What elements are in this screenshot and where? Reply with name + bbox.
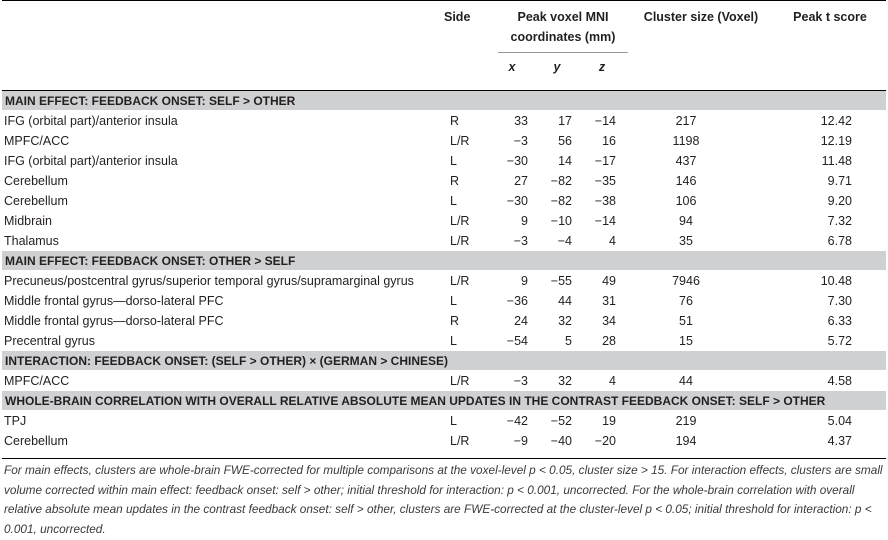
- table-row: [2, 291, 886, 311]
- peak-t-cell: 4.58: [827, 374, 852, 388]
- x-cell: 33: [514, 114, 528, 128]
- y-cell: −55: [550, 274, 572, 288]
- peak-t-cell: 9.20: [827, 194, 852, 208]
- z-cell: 4: [609, 374, 616, 388]
- x-cell: −42: [506, 414, 528, 428]
- region-cell: IFG (orbital part)/anterior insula: [4, 154, 178, 168]
- side-cell: L: [450, 334, 457, 348]
- x-cell: −9: [513, 434, 528, 448]
- table-bottom-rule: [2, 458, 886, 459]
- cluster-size-cell: 437: [675, 154, 697, 168]
- peak-t-cell: 12.19: [820, 134, 852, 148]
- side-cell: L: [450, 154, 457, 168]
- table-row: [2, 171, 886, 191]
- z-cell: 34: [602, 314, 616, 328]
- peak-t-cell: 7.30: [827, 294, 852, 308]
- x-cell: 9: [521, 274, 528, 288]
- z-cell: 28: [602, 334, 616, 348]
- peak-t-cell: 6.33: [827, 314, 852, 328]
- z-cell: −38: [594, 194, 616, 208]
- y-cell: −40: [550, 434, 572, 448]
- peak-t-cell: 4.37: [827, 434, 852, 448]
- peak-t-cell: 11.48: [821, 154, 852, 168]
- header-coordinates-line2: coordinates (mm): [510, 30, 616, 44]
- table-row: [2, 311, 886, 331]
- region-cell: Precentral gyrus: [4, 334, 96, 348]
- y-cell: −4: [557, 234, 572, 248]
- header-peak-t-score: Peak t score: [793, 10, 867, 24]
- region-cell: Middle frontal gyrus—dorso-lateral PFC: [4, 294, 224, 308]
- table-footnote: For main effects, clusters are whole-brain FWE-corrected for multiple comparisons at the voxel-level p < 0.05, cluster size > 15. For interaction effects, clusters are small volume corrected within main effect: feedback onset: self > other; initial threshold for interaction: p < 0.001, uncorrected. For the whole-brain correlation with overall relative absolute mean updates in the contrast feedback onset: self > other, clusters are FWE-corrected at the cluster-level p < 0.05; initial threshold for interaction: p < 0.001, uncorrected.: [4, 463, 883, 536]
- z-cell: −17: [594, 154, 616, 168]
- table-row: [2, 111, 886, 131]
- x-cell: 24: [514, 314, 528, 328]
- region-cell: Precuneus/postcentral gyrus/superior temporal gyrus/supramarginal gyrus: [4, 274, 414, 288]
- side-cell: L/R: [450, 274, 470, 288]
- table-top-rule: [2, 0, 886, 1]
- y-cell: 5: [565, 334, 572, 348]
- cluster-size-cell: 219: [675, 414, 697, 428]
- region-cell: MPFC/ACC: [4, 374, 70, 388]
- y-cell: −52: [550, 414, 572, 428]
- region-cell: Cerebellum: [4, 434, 68, 448]
- table-row: [2, 331, 886, 351]
- z-cell: 16: [602, 134, 616, 148]
- y-cell: 14: [558, 154, 572, 168]
- peak-t-cell: 9.71: [827, 174, 852, 188]
- side-cell: L/R: [450, 134, 470, 148]
- table-row: [2, 131, 886, 151]
- region-cell: IFG (orbital part)/anterior insula: [4, 114, 178, 128]
- side-cell: L/R: [450, 214, 470, 228]
- z-cell: −14: [594, 214, 616, 228]
- header-x: x: [508, 60, 516, 74]
- x-cell: −3: [513, 234, 528, 248]
- table-row: [2, 431, 886, 451]
- region-cell: Middle frontal gyrus—dorso-lateral PFC: [4, 314, 224, 328]
- y-cell: 32: [558, 314, 572, 328]
- side-cell: R: [450, 174, 460, 188]
- side-cell: L: [450, 194, 457, 208]
- cluster-size-cell: 146: [675, 174, 697, 188]
- z-cell: 49: [602, 274, 616, 288]
- header-coordinates-line1: Peak voxel MNI: [517, 10, 609, 24]
- table-row: [2, 371, 886, 391]
- cluster-size-cell: 15: [679, 334, 693, 348]
- z-cell: −35: [594, 174, 616, 188]
- table-row: [2, 211, 886, 231]
- region-cell: Midbrain: [4, 214, 52, 228]
- side-cell: R: [450, 314, 460, 328]
- section-header: MAIN EFFECT: FEEDBACK ONSET: OTHER > SELF: [2, 251, 886, 271]
- cluster-size-cell: 194: [675, 434, 697, 448]
- header-side: Side: [444, 10, 471, 24]
- peak-t-cell: 7.32: [827, 214, 852, 228]
- y-cell: −10: [550, 214, 572, 228]
- section-header: INTERACTION: FEEDBACK ONSET: (SELF > OTHER) × (GERMAN > CHINESE): [2, 351, 886, 371]
- z-cell: 19: [602, 414, 616, 428]
- table-body: [2, 91, 886, 451]
- side-cell: L: [450, 414, 457, 428]
- y-cell: 17: [558, 114, 572, 128]
- cluster-size-cell: 106: [675, 194, 697, 208]
- z-cell: 31: [602, 294, 616, 308]
- peak-t-cell: 5.72: [827, 334, 852, 348]
- table-row: [2, 271, 886, 291]
- x-cell: −3: [513, 374, 528, 388]
- cluster-size-cell: 7946: [672, 274, 700, 288]
- table-row: [2, 151, 886, 171]
- x-cell: −54: [506, 334, 528, 348]
- side-cell: L/R: [450, 434, 470, 448]
- cluster-size-cell: 76: [679, 294, 693, 308]
- table-row: [2, 191, 886, 211]
- x-cell: −30: [506, 154, 528, 168]
- region-cell: Cerebellum: [4, 174, 68, 188]
- z-cell: −14: [594, 114, 616, 128]
- header-cluster-size: Cluster size (Voxel): [643, 10, 759, 24]
- section-header: MAIN EFFECT: FEEDBACK ONSET: SELF > OTHER: [2, 91, 886, 111]
- peak-t-cell: 10.48: [820, 274, 852, 288]
- x-cell: −36: [506, 294, 528, 308]
- z-cell: −20: [594, 434, 616, 448]
- x-cell: −30: [506, 194, 528, 208]
- region-cell: Cerebellum: [4, 194, 68, 208]
- header-y: y: [553, 60, 561, 74]
- region-cell: MPFC/ACC: [4, 134, 70, 148]
- y-cell: 56: [558, 134, 572, 148]
- x-cell: −3: [513, 134, 528, 148]
- cluster-size-cell: 1198: [672, 134, 700, 148]
- x-cell: 27: [514, 174, 528, 188]
- y-cell: 32: [558, 374, 572, 388]
- y-cell: −82: [550, 194, 572, 208]
- side-cell: L: [450, 294, 457, 308]
- cluster-size-cell: 217: [675, 114, 697, 128]
- side-cell: L/R: [450, 374, 470, 388]
- y-cell: 44: [558, 294, 572, 308]
- peak-t-cell: 5.04: [827, 414, 852, 428]
- section-header: WHOLE-BRAIN CORRELATION WITH OVERALL RELATIVE ABSOLUTE MEAN UPDATES IN THE CONTRAST FEEDBACK ONSET: SELF > OTHER: [2, 391, 886, 411]
- header-z: z: [598, 60, 606, 74]
- z-cell: 4: [609, 234, 616, 248]
- peak-t-cell: 12.42: [820, 114, 852, 128]
- y-cell: −82: [550, 174, 572, 188]
- coordinates-subheader-rule: [498, 52, 628, 53]
- cluster-size-cell: 51: [679, 314, 693, 328]
- x-cell: 9: [521, 214, 528, 228]
- table-row: [2, 411, 886, 431]
- peak-t-cell: 6.78: [827, 234, 852, 248]
- region-cell: Thalamus: [4, 234, 59, 248]
- side-cell: R: [450, 114, 460, 128]
- table-row: [2, 231, 886, 251]
- cluster-size-cell: 35: [679, 234, 693, 248]
- cluster-size-cell: 44: [679, 374, 693, 388]
- side-cell: L/R: [450, 234, 470, 248]
- cluster-size-cell: 94: [679, 214, 693, 228]
- region-cell: TPJ: [4, 414, 27, 428]
